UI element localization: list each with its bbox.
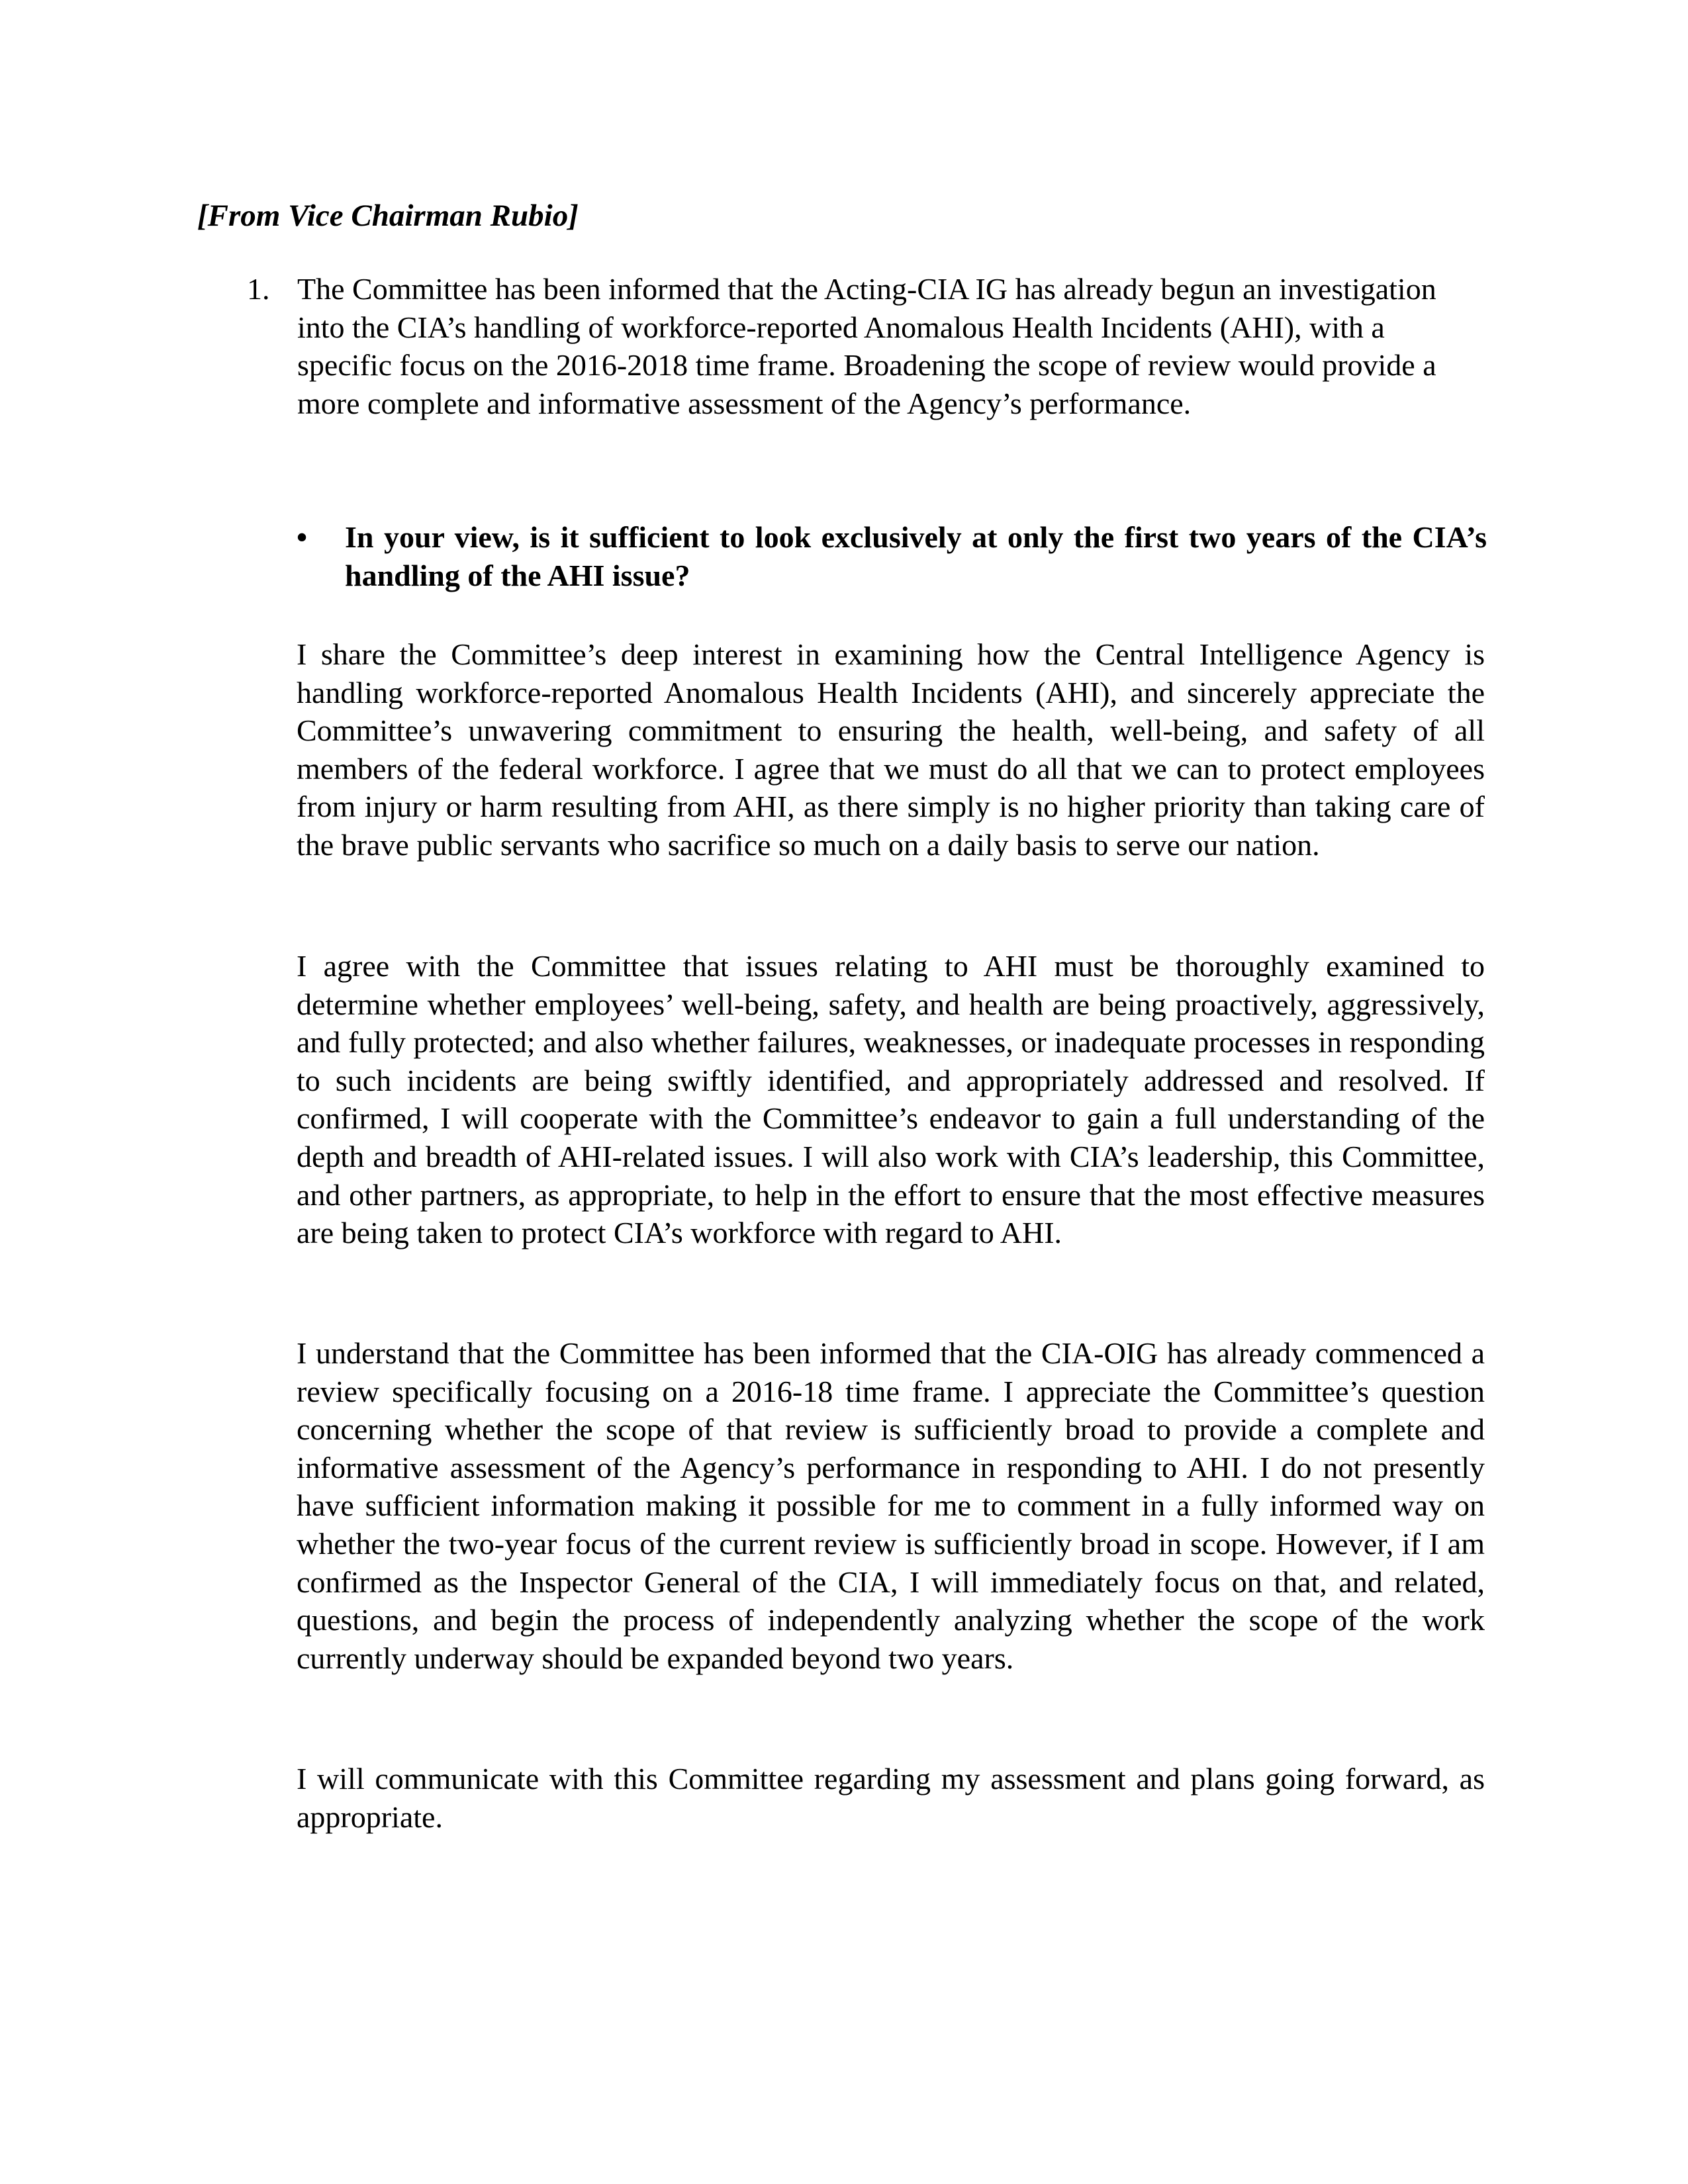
answer-paragraph: I will communicate with this Committee regarding my assessment and plans going forward, as appropriate. xyxy=(297,1762,1485,1834)
section-heading: [From Vice Chairman Rubio] xyxy=(197,199,579,233)
answer-paragraph: I understand that the Committee has been informed that the CIA-OIG has already commenced a review specifically focusing on a 2016-18 time frame. I appreciate the Committee’s question concerning whether the scope of that review is sufficiently broad to provide a complete and informative assessment of the Agency’s performance in responding to AHI. I do not presently have sufficient information making it possible for me to comment in a fully informed way on whether the two-year focus of the current review is sufficiently broad in scope. However, if I am confirmed as the Inspector General of the CIA, I will immediately focus on that, and related, questions, and begin the process of independently analyzing whether the scope of the work currently underway should be expanded beyond two years. xyxy=(297,1336,1485,1675)
question-item xyxy=(247,270,1491,422)
sub-question xyxy=(297,518,1488,594)
answer-paragraph: I agree with the Committee that issues relating to AHI must be thoroughly examined to determine whether employees’ well-being, safety, and health are being proactively, aggressively, and fully protected; and also whether failures, weaknesses, or inadequate processes in responding to such incidents are being swiftly identified, and appropriately addressed and resolved. If confirmed, I will cooperate with the Committee’s endeavor to gain a full understanding of the depth and breadth of AHI-related issues. I will also work with CIA’s leadership, this Committee, and other partners, as appropriate, to help in the effort to ensure that the most effective measures are being taken to protect CIA’s workforce with regard to AHI. xyxy=(297,949,1485,1250)
bullet-icon: • xyxy=(297,520,308,554)
question-number: 1. xyxy=(247,272,270,306)
sub-question-text: In your view, is it sufficient to look exclusively at only the first two years of the CIA’s handling of the AHI issue? xyxy=(345,520,1487,592)
answer-paragraph: I share the Committee’s deep interest in examining how the Central Intelligence Agency is handling workforce-reported Anomalous Health Incidents (AHI), and sincerely appreciate the Committee’s unwavering commitment to ensuring the health, well-being, and safety of all members of the federal workforce. I agree that we must do all that we can to protect employees from injury or harm resulting from AHI, as there simply is no higher priority than taking care of the brave public servants who sacrifice so much on a daily basis to serve our nation. xyxy=(297,637,1485,862)
question-text: The Committee has been informed that the Acting-CIA IG has already begun an investigation into the CIA’s handling of workforce-reported Anomalous Health Incidents (AHI), with a specific focus on the 2016-2018 time frame. Broadening the scope of review would provide a more complete and informative assessment of the Agency’s performance. xyxy=(297,272,1436,420)
